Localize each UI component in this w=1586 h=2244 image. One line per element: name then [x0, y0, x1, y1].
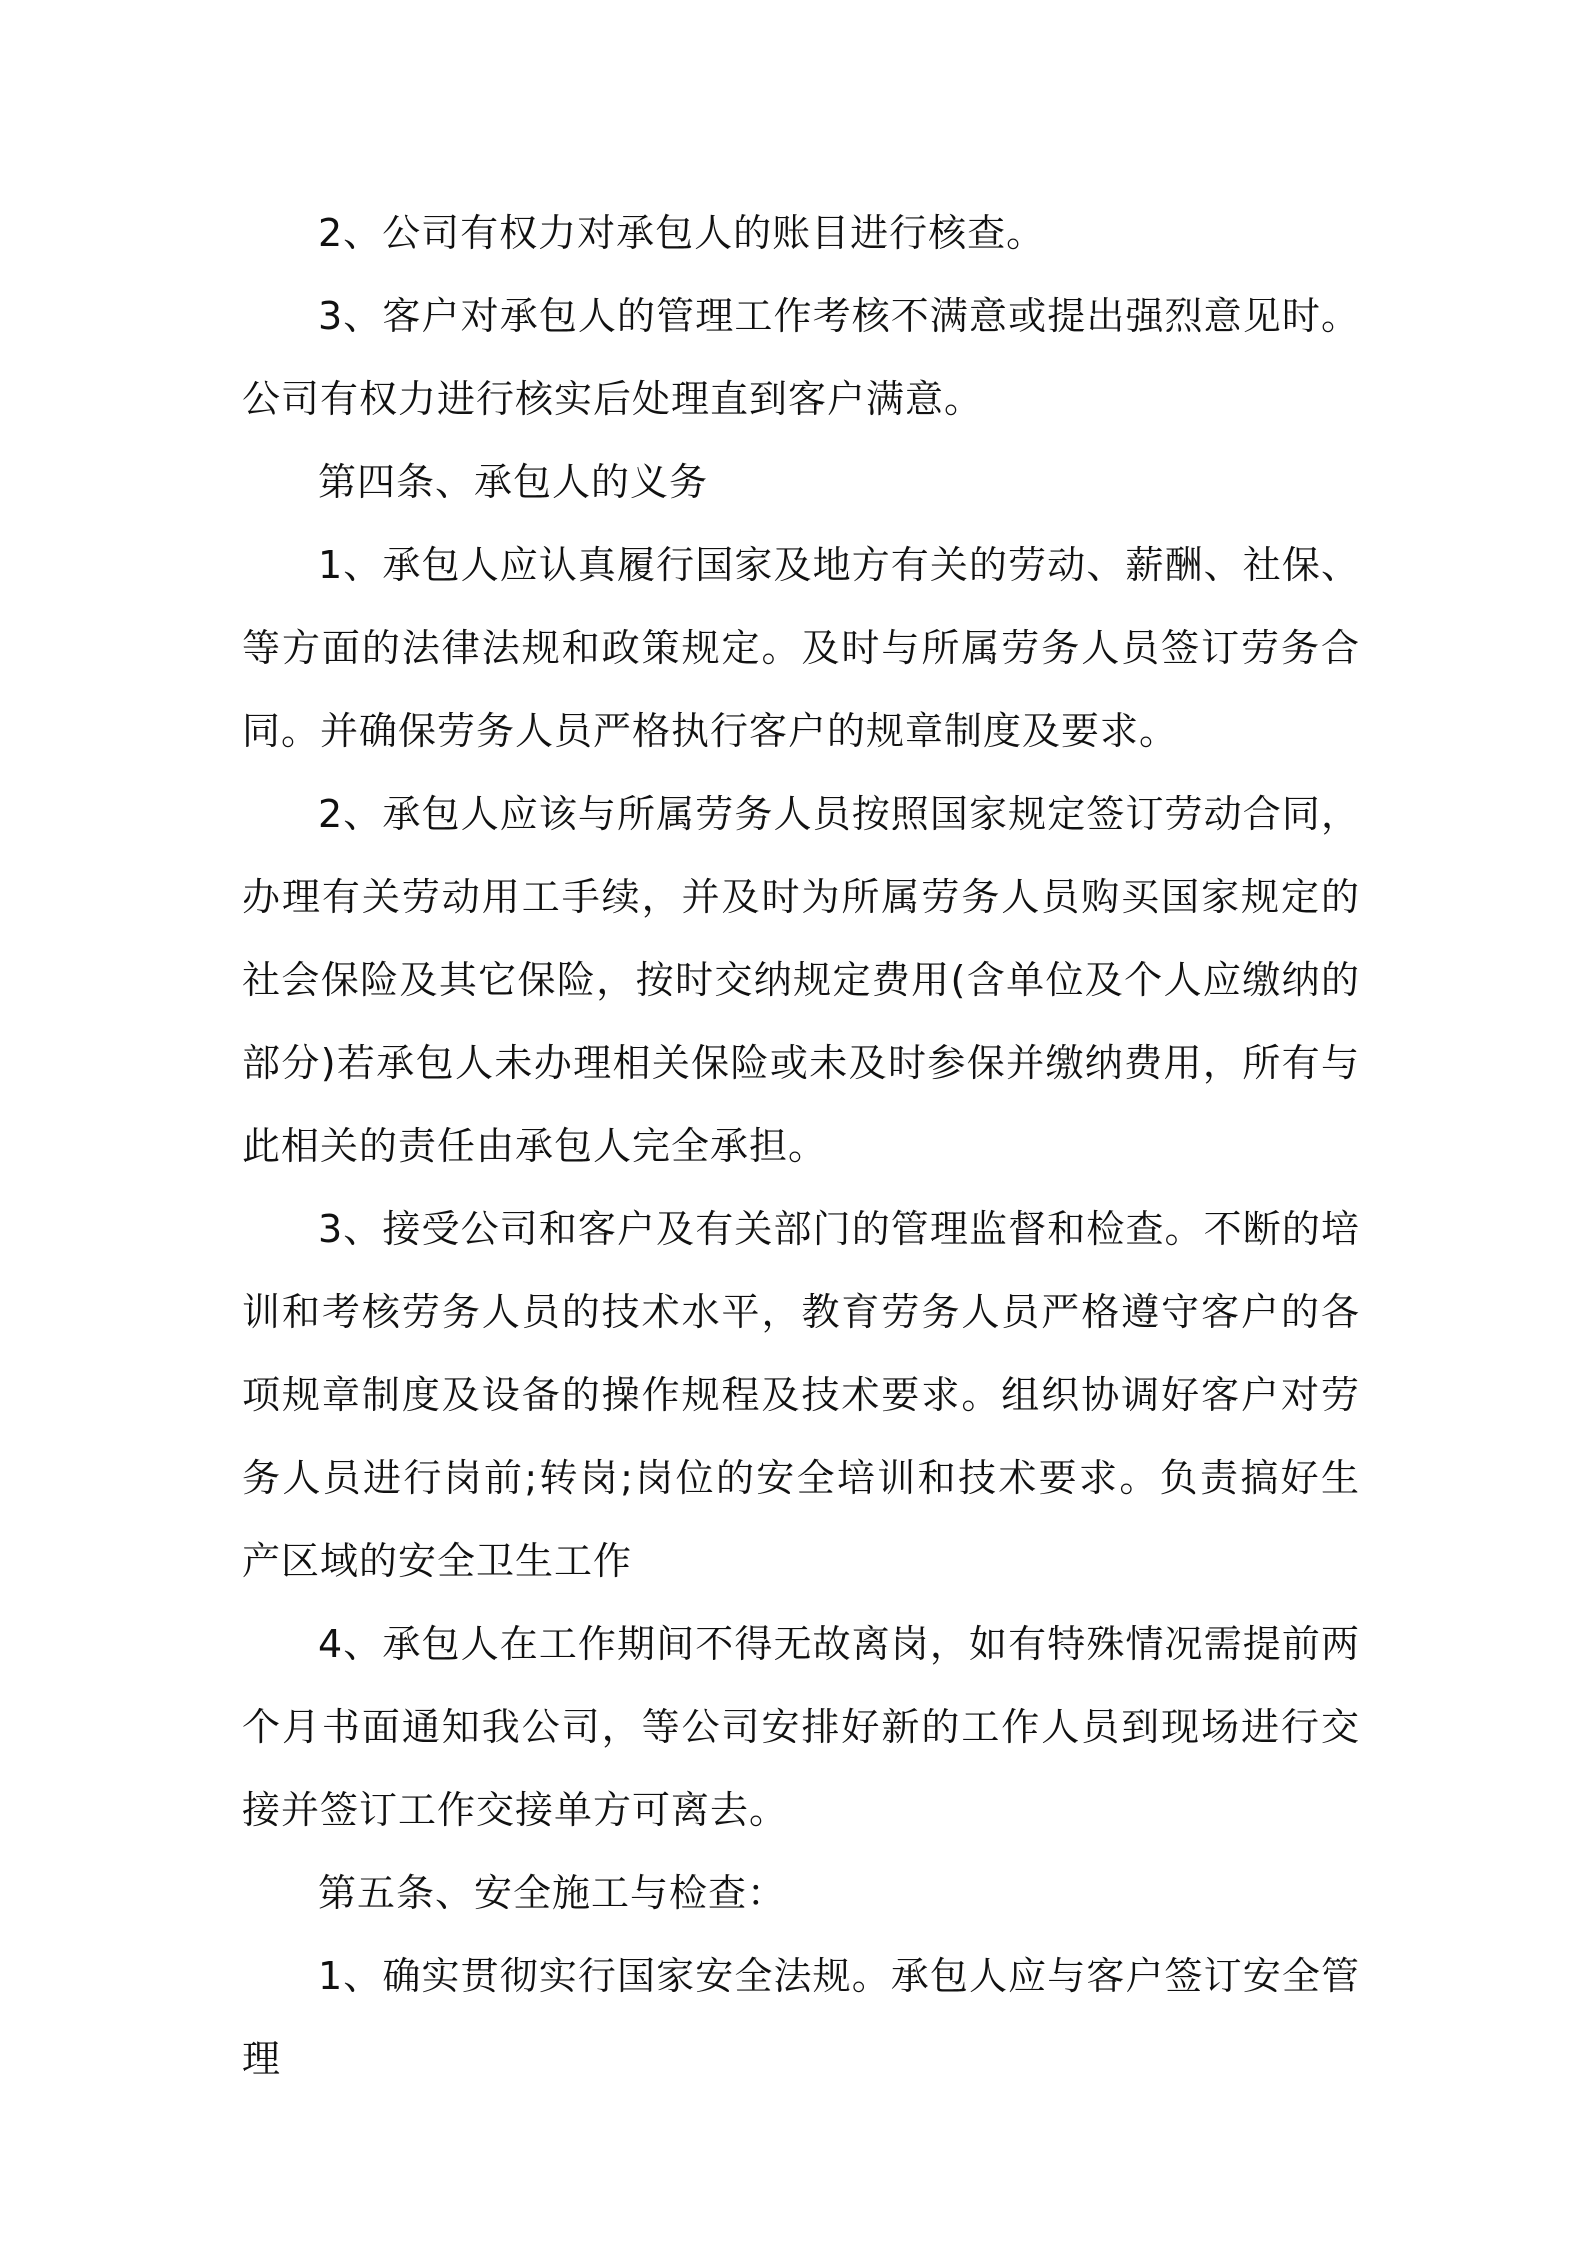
paragraph-article-4-item-1: 1、承包人应认真履行国家及地方有关的劳动、薪酬、社保、等方面的法律法规和政策规定。及时与所属劳务人员签订劳务合同。并确保劳务人员严格执行客户的规章制度及要求。 [242, 543, 1360, 753]
paragraph-clause-3-item-3: 3、客户对承包人的管理工作考核不满意或提出强烈意见时。公司有权力进行核实后处理直到客户满意。 [242, 294, 1360, 421]
document-body [242, 192, 1360, 2101]
section-heading-article-4: 第四条、承包人的义务 [318, 460, 709, 504]
paragraph-article-4-item-4: 4、承包人在工作期间不得无故离岗，如有特殊情况需提前两个月书面通知我公司，等公司安排好新的工作人员到现场进行交接并签订工作交接单方可离去。 [242, 1622, 1360, 1832]
paragraph-article-4-item-3: 3、接受公司和客户及有关部门的管理监督和检查。不断的培训和考核劳务人员的技术水平，教育劳务人员严格遵守客户的各项规章制度及设备的操作规程及技术要求。组织协调好客户对劳务人员进行岗前;转岗;岗位的安全培训和技术要求。负责搞好生产区域的安全卫生工作 [242, 1207, 1360, 1583]
paragraph-article-5-item-1: 1、确实贯彻实行国家安全法规。承包人应与客户签订安全管理 [242, 1954, 1360, 2081]
paragraph-clause-3-item-2: 2、公司有权力对承包人的账目进行核查。 [318, 211, 1046, 255]
paragraph-article-4-item-2: 2、承包人应该与所属劳务人员按照国家规定签订劳动合同，办理有关劳动用工手续，并及时为所属劳务人员购买国家规定的社会保险及其它保险，按时交纳规定费用(含单位及个人应缴纳的部分)若承包人未办理相关保险或未及时参保并缴纳费用，所有与此相关的责任由承包人完全承担。 [242, 792, 1360, 1168]
section-heading-article-5: 第五条、安全施工与检查： [318, 1871, 787, 1915]
